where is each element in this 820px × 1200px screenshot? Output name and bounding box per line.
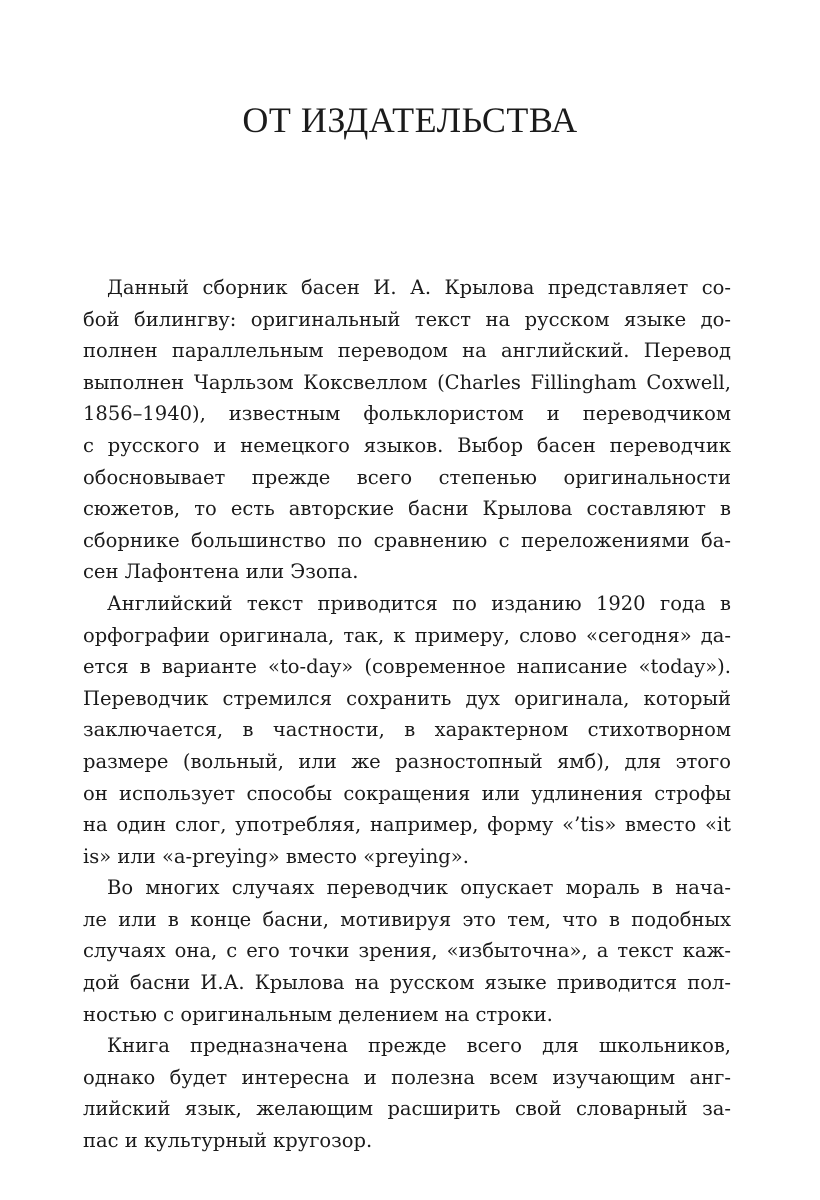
text-line: лийский язык, желающим расширить свой словарный за- [83,1097,731,1121]
text-line: Во многих случаях переводчик опускает мораль в нача- [107,876,731,900]
text-line: размере (вольный, или же разностопный ямб), для этого [83,749,731,773]
text-line: сен Лафонтена или Эзопа. [83,560,359,584]
text-line: сборнике большинство по сравнению с переложениями ба- [83,528,731,552]
paragraph-1 [83,272,731,588]
preface-text [83,272,731,1157]
text-line: Английский текст приводится по изданию 1920 года в [107,591,731,615]
text-line: с русского и немецкого языков. Выбор басен переводчик [83,433,731,457]
text-line: пас и культурный кругозор. [83,1129,373,1153]
text-line: на один слог, употребляя, например, форму «’tis» вместо «it [83,813,731,837]
text-line: заключается, в частности, в характерном стихотворном [83,718,731,742]
text-line: обосновывает прежде всего степенью оригинальности [83,465,731,489]
text-line: is» или «a-preying» вместо «preying». [83,844,469,868]
text-line: 1856–1940), известным фольклористом и переводчиком [83,402,731,426]
text-line: случаях она, с его точки зрения, «избыточна», а текст каж- [83,939,731,963]
text-line: выполнен Чарльзом Коксвеллом (Charles Fillingham Coxwell, [83,370,731,394]
text-line: ется в варианте «to-day» (современное написание «today»). [83,655,731,679]
text-line: бой билингву: оригинальный текст на русском языке до- [83,307,731,331]
text-line: полнен параллельным переводом на английский. Перевод [83,339,731,363]
paragraph-4 [83,1030,731,1156]
text-line: сюжетов, то есть авторские басни Крылова составляют в [83,497,731,521]
page-title: ОТ ИЗДАТЕЛЬСТВА [242,100,578,140]
text-line: Данный сборник басен И. А. Крылова представляет со- [107,276,731,299]
text-line: однако будет интересна и полезна всем изучающим анг- [83,1065,731,1089]
text-line: орфографии оригинала, так, к примеру, слово «сегодня» да- [83,623,731,647]
paragraph-3 [83,872,731,1030]
text-line: ле или в конце басни, мотивируя это тем, что в подобных [83,907,731,931]
text-line: ностью с оригинальным делением на строки. [83,1002,553,1026]
text-line: Книга предназначена прежде всего для школьников, [107,1034,731,1058]
text-line: Переводчик стремился сохранить дух оригинала, который [83,686,731,710]
text-line: дой басни И.А. Крылова на русском языке приводится пол- [83,971,731,995]
paragraph-2 [83,588,731,872]
text-line: он использует способы сокращения или удлинения строфы [83,781,731,805]
